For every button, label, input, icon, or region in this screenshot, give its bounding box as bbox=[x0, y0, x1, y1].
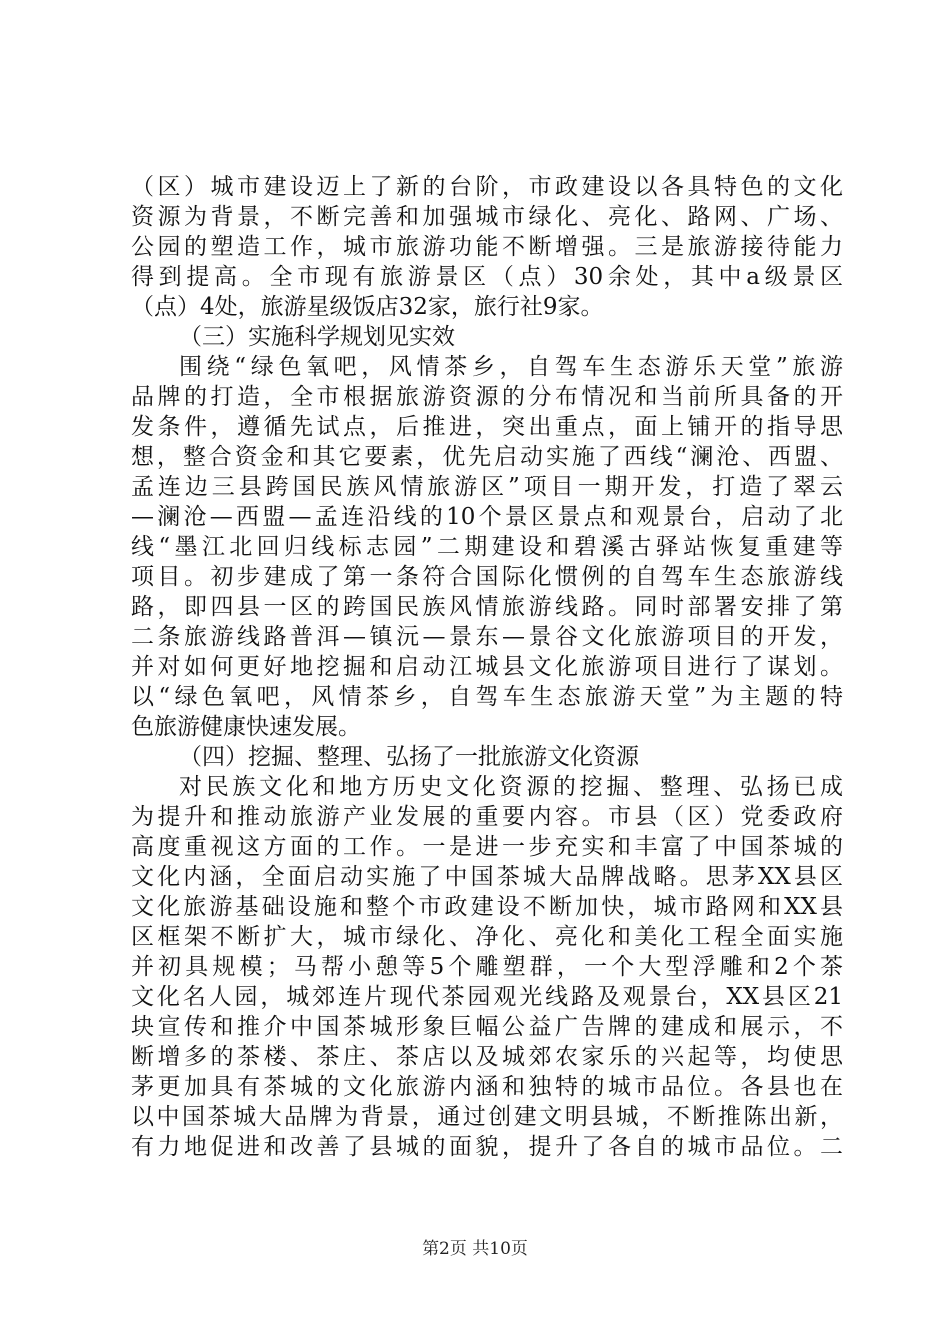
text-line: 色旅游健康快速发展。 bbox=[131, 714, 361, 740]
text-line: —澜沧—西盟—孟连沿线的10个景区景点和观景台，启动了北 bbox=[131, 504, 843, 530]
text-line: 发条件，遵循先试点，后推进，突出重点，面上铺开的指导思 bbox=[131, 414, 843, 440]
text-line: 文化内涵，全面启动实施了中国茶城大品牌战略。思茅XX县区 bbox=[131, 864, 843, 890]
text-line: 茅更加具有茶城的文化旅游内涵和独特的城市品位。各县也在 bbox=[131, 1074, 843, 1100]
text-line: 得到提高。全市现有旅游景区（点）30余处，其中a级景区 bbox=[131, 264, 843, 290]
text-line: 资源为背景，不断完善和加强城市绿化、亮化、路网、广场、 bbox=[131, 204, 843, 230]
text-line: （点）4处，旅游星级饭店32家，旅行社9家。 bbox=[131, 294, 604, 320]
text-line: （四）挖掘、整理、弘扬了一批旅游文化资源 bbox=[179, 744, 639, 770]
text-line: 路，即四县一区的跨国民族风情旅游线路。同时部署安排了第 bbox=[131, 594, 843, 620]
text-line: 品牌的打造，全市根据旅游资源的分布情况和当前所具备的开 bbox=[131, 384, 843, 410]
text-line: 文化名人园，城郊连片现代茶园观光线路及观景台，XX县区21 bbox=[131, 984, 843, 1010]
text-line: （区）城市建设迈上了新的台阶，市政建设以各具特色的文化 bbox=[131, 174, 843, 200]
document-body bbox=[131, 172, 843, 1162]
text-line: 并初具规模；马帮小憩等5个雕塑群，一个大型浮雕和2个茶 bbox=[131, 954, 843, 980]
text-line: 有力地促进和改善了县城的面貌，提升了各自的城市品位。二 bbox=[131, 1134, 843, 1160]
text-line: 公园的塑造工作，城市旅游功能不断增强。三是旅游接待能力 bbox=[131, 234, 843, 260]
page-footer: 第2页 共10页 bbox=[422, 1239, 528, 1259]
text-line: 块宣传和推介中国茶城形象巨幅公益广告牌的建成和展示，不 bbox=[131, 1014, 843, 1040]
text-line: 想，整合资金和其它要素，优先启动实施了西线“澜沧、西盟、 bbox=[131, 444, 843, 470]
text-line: 对民族文化和地方历史文化资源的挖掘、整理、弘扬已成 bbox=[179, 774, 843, 800]
text-line: 二条旅游线路普洱—镇沅—景东—景谷文化旅游项目的开发， bbox=[131, 624, 843, 650]
text-line: （三）实施科学规划见实效 bbox=[179, 324, 455, 350]
text-line: 并对如何更好地挖掘和启动江城县文化旅游项目进行了谋划。 bbox=[131, 654, 843, 680]
text-line: 文化旅游基础设施和整个市政建设不断加快，城市路网和XX县 bbox=[131, 894, 843, 920]
text-line: 以“绿色氧吧，风情茶乡，自驾车生态旅游天堂”为主题的特 bbox=[131, 684, 843, 710]
text-line: 以中国茶城大品牌为背景，通过创建文明县城，不断推陈出新， bbox=[131, 1104, 843, 1130]
text-line: 为提升和推动旅游产业发展的重要内容。市县（区）党委政府 bbox=[131, 804, 843, 830]
text-line: 孟连边三县跨国民族风情旅游区”项目一期开发，打造了翠云 bbox=[131, 474, 843, 500]
text-line: 高度重视这方面的工作。一是进一步充实和丰富了中国茶城的 bbox=[131, 834, 843, 860]
text-line: 项目。初步建成了第一条符合国际化惯例的自驾车生态旅游线 bbox=[131, 564, 843, 590]
text-line: 断增多的茶楼、茶庄、茶店以及城郊农家乐的兴起等，均使思 bbox=[131, 1044, 843, 1070]
text-line: 围绕“绿色氧吧，风情茶乡，自驾车生态游乐天堂”旅游 bbox=[179, 354, 843, 380]
text-line: 线“墨江北回归线标志园”二期建设和碧溪古驿站恢复重建等 bbox=[131, 534, 843, 560]
text-line: 区框架不断扩大，城市绿化、净化、亮化和美化工程全面实施 bbox=[131, 924, 843, 950]
